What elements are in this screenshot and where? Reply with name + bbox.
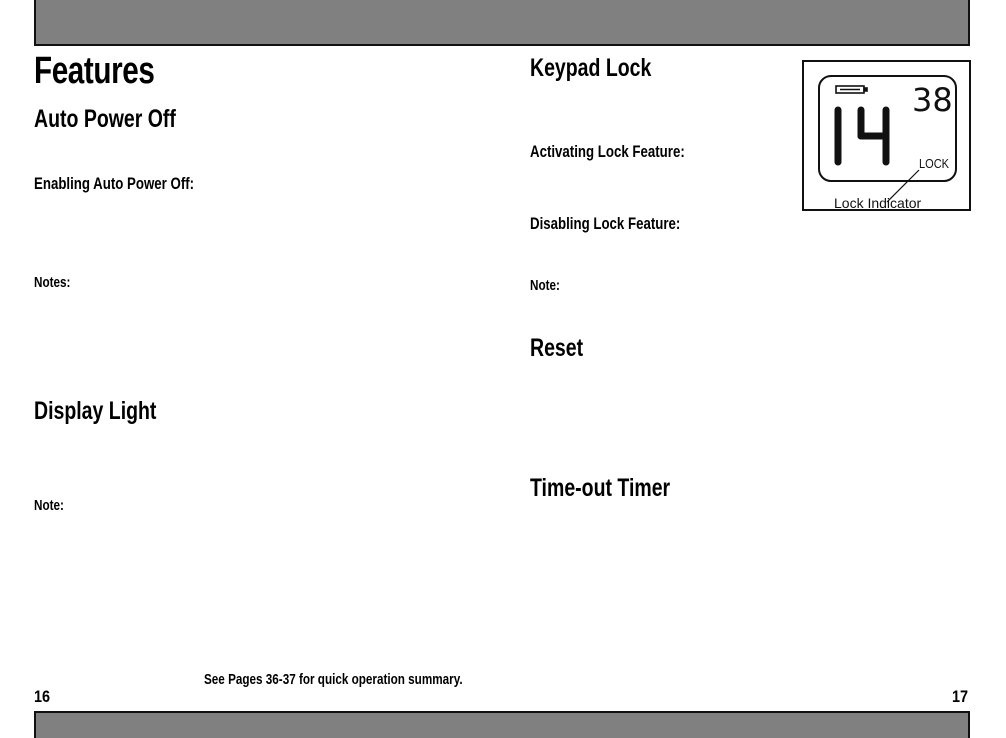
section-heading-auto-power-off: Auto Power Off bbox=[34, 105, 176, 133]
lcd-figure bbox=[802, 60, 971, 211]
note-label-left: Note: bbox=[34, 497, 64, 514]
section-heading-display-light: Display Light bbox=[34, 397, 157, 425]
section-heading-keypad-lock: Keypad Lock bbox=[530, 54, 652, 82]
lcd-caption: Lock Indicator bbox=[834, 195, 922, 211]
section-heading-reset: Reset bbox=[530, 334, 584, 362]
footer-summary-note: See Pages 36-37 for quick operation summary. bbox=[204, 671, 463, 688]
section-heading-time-out-timer: Time-out Timer bbox=[530, 474, 671, 502]
lcd-channel-digits bbox=[838, 110, 886, 162]
footer-bar bbox=[34, 711, 970, 738]
notes-label: Notes: bbox=[34, 274, 71, 291]
page-title: Features bbox=[34, 50, 155, 92]
lcd-display-illustration bbox=[804, 62, 973, 213]
page-number-left: 16 bbox=[34, 687, 51, 706]
note-label-right: Note: bbox=[530, 277, 560, 294]
lcd-subcode: 38 bbox=[912, 81, 953, 119]
subheading-activating-lock: Activating Lock Feature: bbox=[530, 142, 685, 161]
subheading-disabling-lock: Disabling Lock Feature: bbox=[530, 214, 681, 233]
header-bar bbox=[34, 0, 970, 46]
page-number-right: 17 bbox=[952, 687, 969, 706]
lcd-lock-indicator: LOCK bbox=[919, 156, 950, 172]
subheading-enabling-auto-power-off: Enabling Auto Power Off: bbox=[34, 174, 195, 193]
battery-icon bbox=[836, 86, 867, 93]
